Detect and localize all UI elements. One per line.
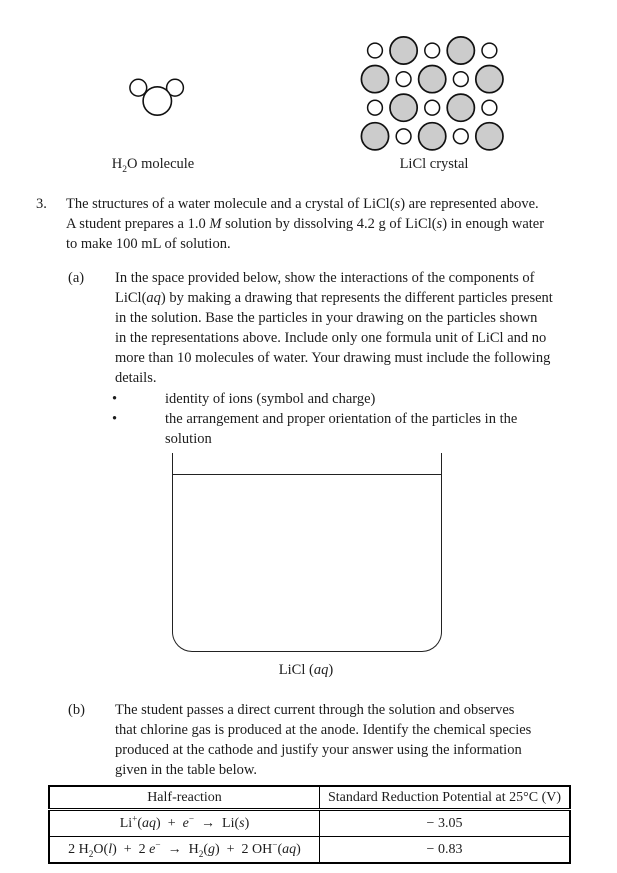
table-row: [49, 837, 570, 864]
text-line: The structures of a water molecule and a crystal of LiCl(s) are represented above.: [66, 196, 539, 212]
reaction-cell: 2 $H_2O(l) + 2$ $e^- \to H_2(g) + 2$ OH−(aq): [49, 837, 320, 864]
bullet-marker: •: [112, 391, 118, 407]
licl-crystal-label: LiCl crystal: [399, 156, 469, 172]
text-line: more than 10 molecules of water. Your drawing must include the following: [115, 350, 551, 366]
potential-cell: − 0.83: [320, 837, 571, 864]
part-a-text: [115, 268, 553, 388]
bullet-item: [0, 389, 617, 409]
text-line: in the solution. Base the particles in your drawing on the particles shown: [115, 310, 538, 326]
licl-crystal-icon: [359, 34, 507, 151]
liquid-surface-line: [173, 474, 441, 475]
part-a-label: (a): [68, 270, 85, 286]
part-b-label: (b): [68, 702, 85, 718]
table-row: [49, 810, 570, 837]
half-reaction-table: [48, 785, 571, 864]
text-line: that chlorine gas is produced at the anode. Identify the chemical species: [115, 722, 532, 738]
beaker-figure: [172, 453, 442, 652]
question-number: 3.: [36, 196, 47, 212]
water-molecule-label: $H_2O$ molecule: [111, 156, 195, 175]
bullet-item: [0, 409, 617, 449]
table-header-half-reaction: Half-reaction: [49, 786, 320, 810]
text-line: In the space provided below, show the interactions of the components of: [115, 270, 535, 286]
question-text: [66, 194, 544, 254]
part-b-text: [115, 700, 531, 780]
bullet-list: [0, 389, 617, 449]
text-line: identity of ions (symbol and charge): [165, 391, 376, 407]
text-line: A student prepares a 1.0 M solution by dissolving 4.2 g of LiCl(s) in enough water: [66, 216, 545, 232]
text-line: in the representations above. Include only one formula unit of LiCl and no: [115, 330, 547, 346]
table-header-row: [49, 786, 570, 810]
text-line: given in the table below.: [115, 762, 258, 778]
text-line: details.: [115, 370, 157, 386]
water-molecule-icon: [124, 71, 192, 119]
text-line: to make 100 mL of solution.: [66, 236, 231, 252]
text-line: the arrangement and proper orientation of the particles in the: [165, 411, 518, 427]
bullet-marker: •: [112, 411, 118, 427]
table-header-potential: Standard Reduction Potential at 25°C (V): [320, 786, 571, 810]
text-line: LiCl(aq) by making a drawing that represents the different particles present: [115, 290, 553, 306]
text-line: solution: [165, 431, 212, 447]
potential-cell: − 3.05: [320, 810, 571, 837]
text-line: produced at the cathode and justify your answer using the information: [115, 742, 522, 758]
beaker-label: LiCl (aq): [278, 662, 334, 678]
reaction-cell: Li+(aq) + e− → Li(s): [49, 810, 320, 837]
text-line: The student passes a direct current through the solution and observes: [115, 702, 515, 718]
